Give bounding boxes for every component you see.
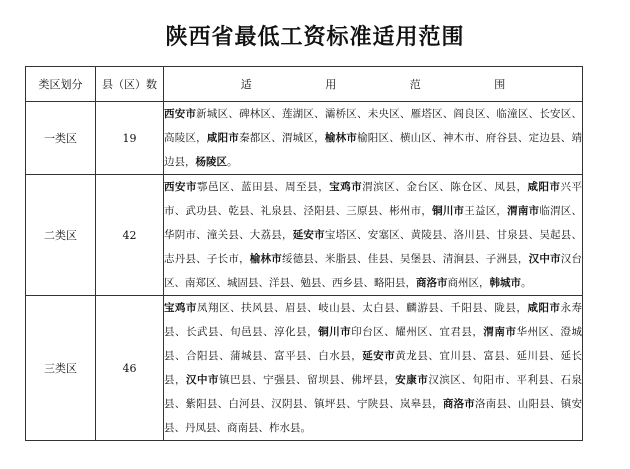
table-header-row <box>26 67 583 102</box>
row-scope <box>164 102 583 175</box>
scope-district-list: 绥德县、米脂县、佳县、吴堡县、清涧县、子洲县， <box>281 253 529 265</box>
table-row <box>26 102 583 175</box>
scope-city-name: 咸阳市 <box>206 132 240 144</box>
header-scope-char: 围 <box>494 78 506 91</box>
header-scope-char: 范 <box>409 78 421 91</box>
row-category: 三类区 <box>26 296 96 441</box>
scope-city-name: 宝鸡市 <box>329 181 363 193</box>
header-scope-char: 适 <box>240 78 252 91</box>
document-title: 陕西省最低工资标准适用范围 <box>165 25 465 50</box>
scope-city-name: 渭南市 <box>483 326 517 338</box>
scope-district-list: 王益区， <box>464 205 508 217</box>
scope-district-list: 。 <box>227 156 238 168</box>
scope-city-name: 西安市 <box>164 108 197 120</box>
scope-city-name: 铜川市 <box>318 326 352 338</box>
scope-city-name: 宝鸡市 <box>164 302 198 314</box>
scope-district-list: 商州区， <box>447 277 490 289</box>
scope-city-name: 杨陵区 <box>195 156 227 168</box>
scope-city-name: 商洛市 <box>416 277 448 289</box>
row-count: 19 <box>96 102 164 175</box>
scope-city-name: 汉中市 <box>528 253 561 265</box>
scope-city-name: 咸阳市 <box>527 302 561 314</box>
header-scope-char: 用 <box>325 78 337 91</box>
header-scope <box>164 67 583 102</box>
row-category: 一类区 <box>26 102 96 175</box>
row-scope <box>164 175 583 296</box>
scope-district-list: 临渭区、华阴市、潼关县、大荔县， <box>164 205 583 241</box>
scope-district-list: 华州区、澄城县、合阳县、蒲城县、富平县、白水县， <box>164 326 583 362</box>
table-row <box>26 175 583 296</box>
scope-district-list: 洛南县、山阳县、镇安县、丹凤县、商南县、柞水县。 <box>164 398 583 434</box>
scope-city-name: 韩城市 <box>489 277 521 289</box>
row-category: 二类区 <box>26 175 96 296</box>
scope-district-list: 。 <box>521 277 532 289</box>
scope-city-name: 铜川市 <box>432 205 465 217</box>
header-category: 类区划分 <box>26 67 96 102</box>
scope-city-name: 榆林市 <box>324 132 358 144</box>
table-row <box>26 296 583 441</box>
scope-district-list: 宝塔区、安塞区、黄陵县、洛川县、甘泉县、吴起县、志丹县、子长市， <box>164 229 583 265</box>
scope-district-list: 黄龙县、宜川县、富县、延川县、延长县， <box>164 350 583 386</box>
scope-city-name: 延安市 <box>362 350 396 362</box>
scope-city-name: 延安市 <box>292 229 325 241</box>
row-count: 42 <box>96 175 164 296</box>
scope-district-list: 兴平市、武功县、乾县、礼泉县、泾阳县、三原县、彬州市， <box>164 181 583 217</box>
scope-district-list: 凤翔区、扶风县、眉县、岐山县、太白县、麟游县、千阳县、陇县， <box>197 302 528 314</box>
minimum-wage-table <box>25 66 583 441</box>
scope-city-name: 咸阳市 <box>527 181 561 193</box>
scope-city-name: 安康市 <box>395 374 429 386</box>
scope-district-list: 汉台区、南郑区、城固县、洋县、勉县、西乡县、略阳县， <box>164 253 583 289</box>
scope-city-name: 商洛市 <box>442 398 475 410</box>
row-scope <box>164 296 583 441</box>
scope-district-list: 镇巴县、宁强县、留坝县、佛坪县， <box>219 374 396 386</box>
row-count: 46 <box>96 296 164 441</box>
scope-district-list: 新城区、碑林区、莲湖区、灞桥区、未央区、雁塔区、阎良区、临潼区、长安区、高陵区， <box>164 108 582 144</box>
scope-district-list: 鄠邑区、蓝田县、周至县， <box>197 181 330 193</box>
scope-district-list: 印台区、耀州区、宜君县， <box>351 326 484 338</box>
scope-district-list: 榆阳区、横山区、神木市、府谷县、定边县、靖边县， <box>164 132 583 168</box>
scope-district-list: 秦都区、渭城区， <box>239 132 325 144</box>
scope-district-list: 永寿县、长武县、旬邑县、淳化县， <box>164 302 583 338</box>
scope-city-name: 西安市 <box>164 181 198 193</box>
scope-district-list: 汉滨区、旬阳市、平利县、石泉县、紫阳县、白河县、汉阴县、镇坪县、宁陕县、岚皋县， <box>164 374 583 410</box>
header-count: 县（区）数 <box>96 67 164 102</box>
scope-city-name: 汉中市 <box>186 374 220 386</box>
scope-district-list: 渭滨区、金台区、陈仓区、凤县， <box>362 181 528 193</box>
scope-city-name: 榆林市 <box>249 253 282 265</box>
scope-city-name: 渭南市 <box>507 205 540 217</box>
